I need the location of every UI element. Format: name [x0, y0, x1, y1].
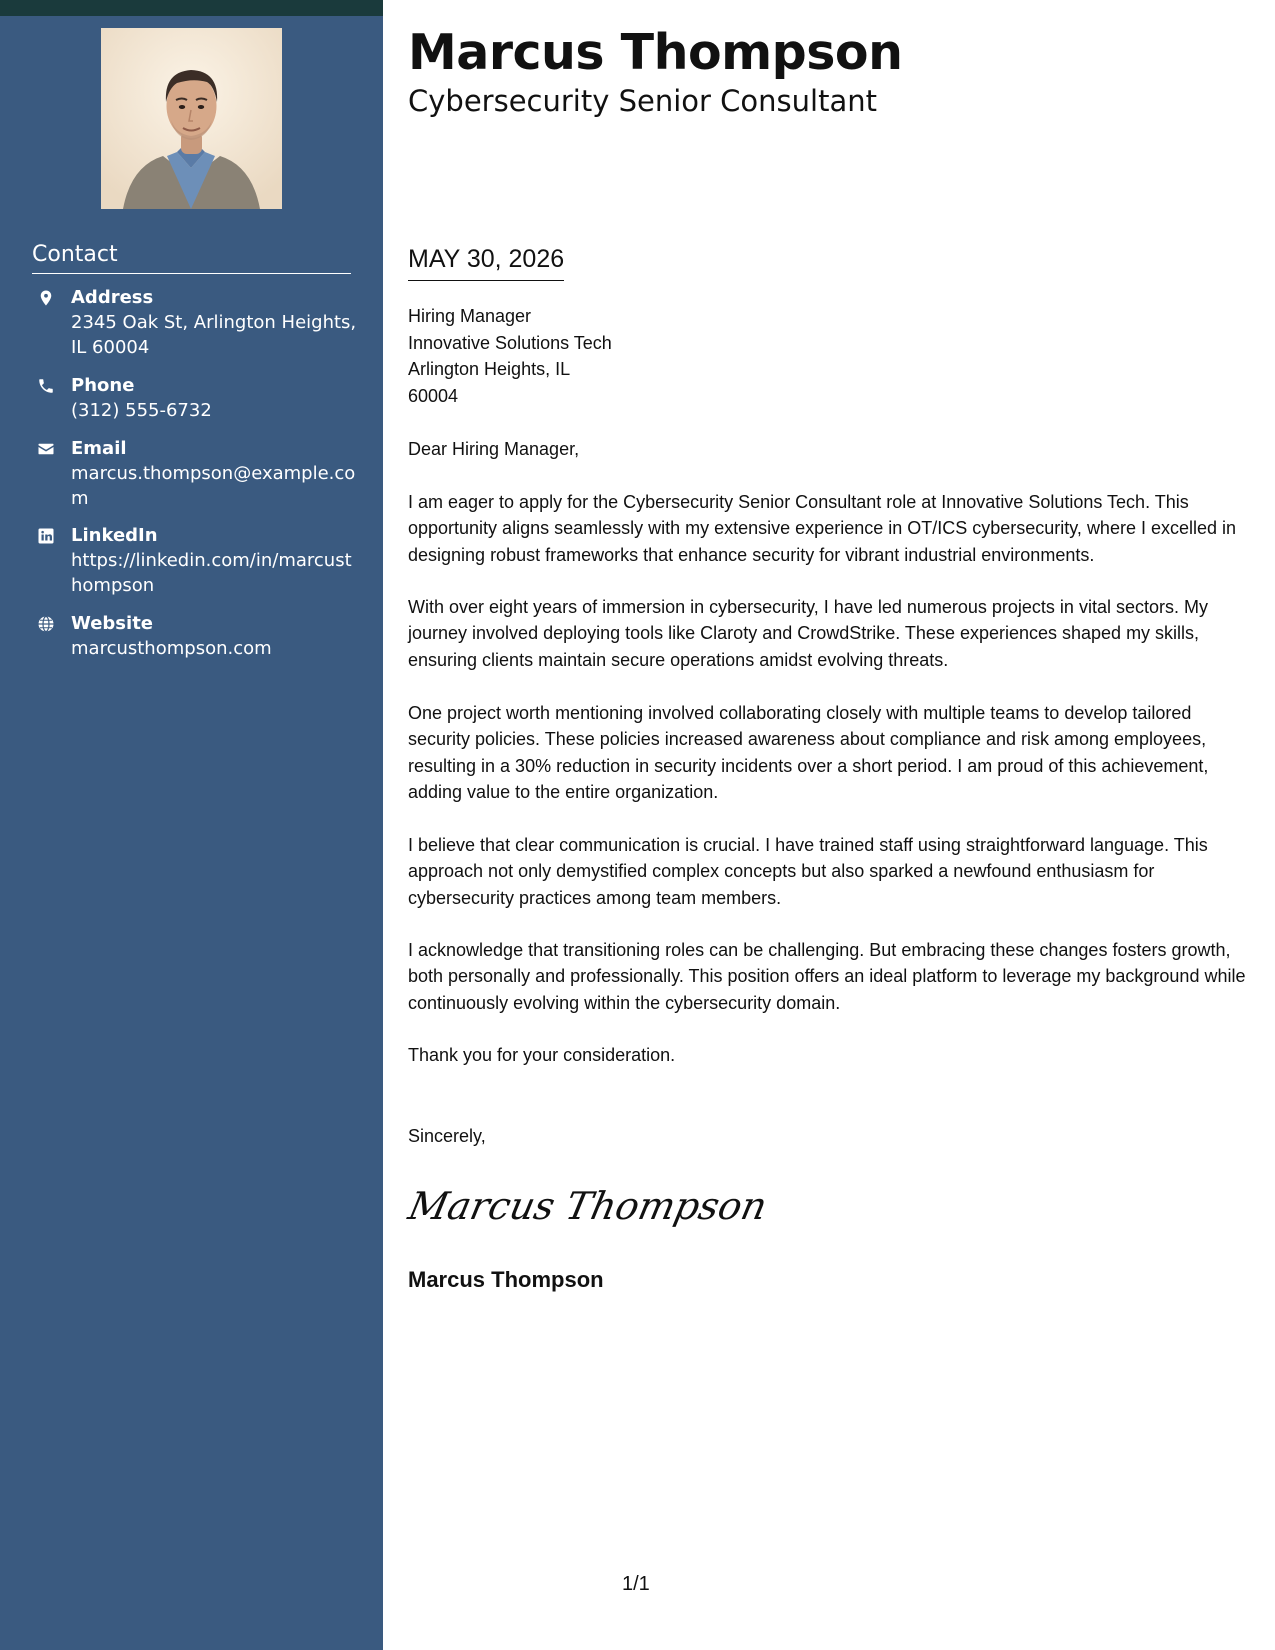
letter-paragraph: I acknowledge that transitioning roles can be challenging. But embracing these changes fosters growth, both personally and professionally. This position offers an ideal platform to leverage my background while continuously evolving within the cybersecurity domain.	[408, 940, 1246, 1013]
phone-label: Phone	[71, 375, 135, 396]
phone-value: (312) 555-6732	[71, 400, 212, 421]
recipient-line: Hiring Manager	[408, 306, 532, 326]
email-label: Email	[71, 438, 127, 459]
recipient-line: 60004	[408, 385, 459, 406]
letter-paragraph: I believe that clear communication is crucial. I have trained staff using straightforward language. This approach not only demystified complex concepts but also sparked a newfound enthusiasm for cybersecurity practices among team members.	[408, 835, 1208, 908]
letter-paragraph: Thank you for your consideration.	[408, 1045, 676, 1065]
profile-photo	[101, 28, 282, 209]
applicant-title: Cybersecurity Senior Consultant	[408, 84, 877, 118]
email-value[interactable]: marcus.thompson@example.com	[71, 463, 356, 509]
linkedin-value[interactable]: https://linkedin.com/in/marcusthompson	[71, 550, 352, 596]
phone-icon	[36, 376, 56, 396]
letter-paragraph: One project worth mentioning involved collaborating closely with multiple teams to develop tailored security policies. These policies increased awareness about compliance and risk among employees, resulting in a 30% reduction in security incidents over a short period. I am proud of this achievement, adding value to the entire organization.	[408, 703, 1209, 803]
recipient-line: Arlington Heights, IL	[408, 359, 571, 379]
contact-website	[32, 612, 362, 660]
letter-date: MAY 30, 2026	[408, 244, 564, 281]
closing: Sincerely,	[408, 1126, 486, 1146]
contact-linkedin	[32, 524, 362, 596]
envelope-icon	[36, 439, 56, 459]
linkedin-label: LinkedIn	[71, 525, 158, 546]
map-pin-icon	[36, 288, 56, 308]
page-number: 1/1	[622, 1573, 650, 1595]
sidebar	[0, 0, 383, 1650]
address-value: 2345 Oak St, Arlington Heights, IL 60004	[71, 312, 357, 358]
portrait-image	[101, 28, 282, 209]
contact-phone	[32, 374, 362, 422]
sidebar-top-bar	[0, 0, 383, 16]
applicant-name: Marcus Thompson	[408, 24, 903, 81]
handwritten-signature	[404, 1175, 771, 1235]
contact-heading: Contact	[32, 241, 351, 274]
greeting: Dear Hiring Manager,	[408, 439, 580, 459]
website-value[interactable]: marcusthompson.com	[71, 638, 272, 659]
address-label: Address	[71, 287, 154, 308]
letter-paragraph: With over eight years of immersion in cybersecurity, I have led numerous projects in vital sectors. My journey involved deploying tools like Claroty and CrowdStrike. These experiences shaped my skills, ensuring clients maintain secure operations amidst evolving threats.	[408, 597, 1208, 670]
recipient-line: Innovative Solutions Tech	[408, 332, 612, 353]
contact-address	[32, 286, 362, 356]
linkedin-icon	[36, 526, 56, 546]
globe-icon	[36, 614, 56, 634]
signed-name: Marcus Thompson	[408, 1267, 604, 1292]
letter-paragraph: I am eager to apply for the Cybersecurity Senior Consultant role at Innovative Solutions Tech. This opportunity aligns seamlessly with my extensive experience in OT/ICS cybersecurity, where I excelled in designing robust frameworks that enhance security for vibrant industrial environments.	[408, 492, 1237, 565]
contact-email	[32, 437, 362, 509]
recipient-block	[408, 303, 612, 409]
website-label: Website	[71, 613, 154, 634]
signature-glyphs: Marcus Thompson	[404, 1184, 771, 1229]
